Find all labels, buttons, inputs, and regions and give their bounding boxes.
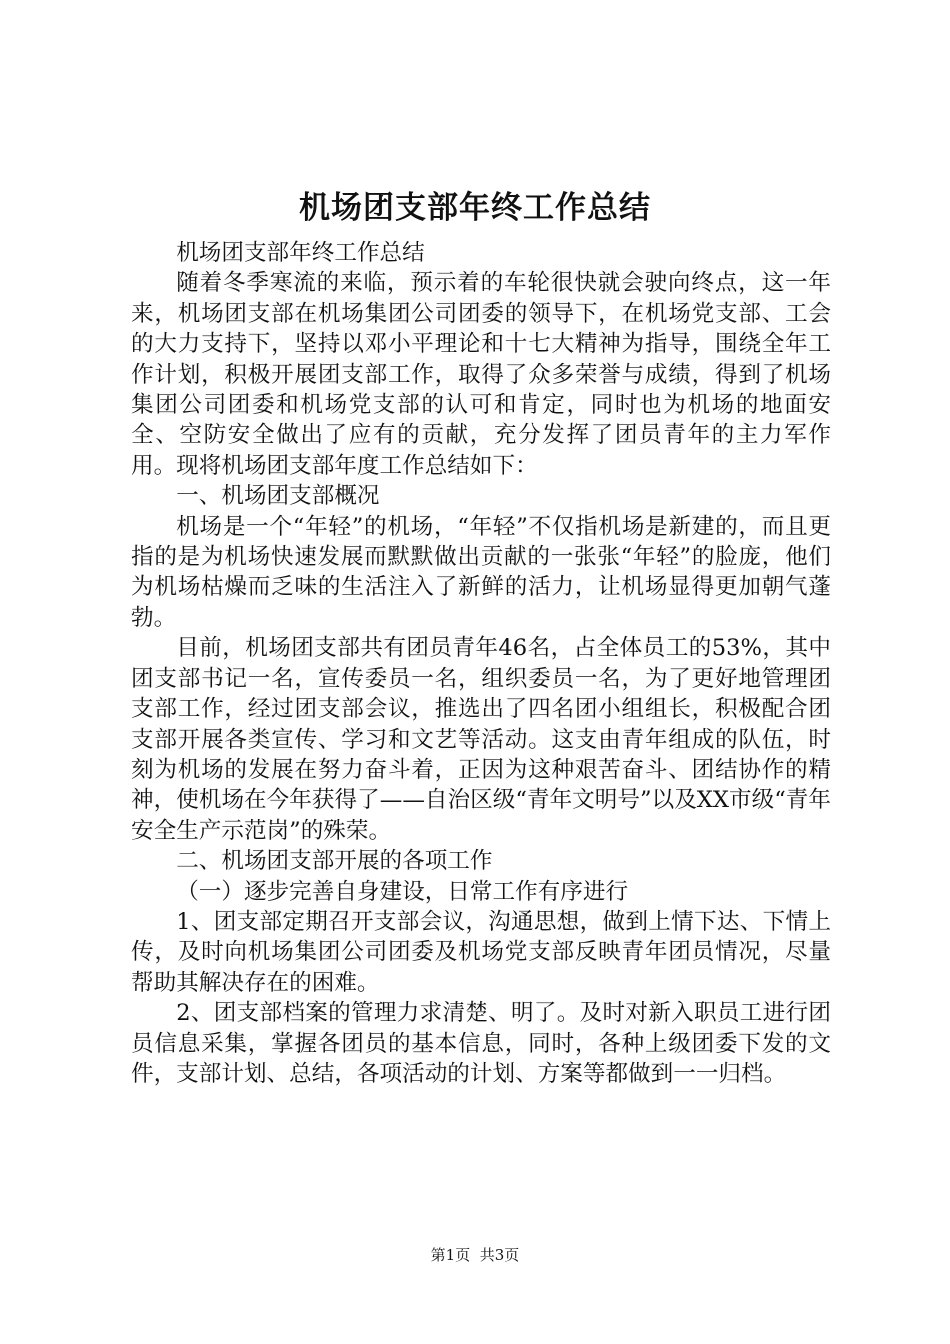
page-footer [0, 1245, 950, 1265]
paragraph-members: 目前，机场团支部共有团员青年46名，占全体员工的53%，其中团支部书记一名，宣传委员一名，组织委员一名，为了更好地管理团支部工作，经过团支部会议，推选出了四名团小组组长，积极配合团支部开展各类宣传、学习和文艺等活动。这支由青年组成的队伍，时刻为机场的发展在努力奋斗着，正因为这种艰苦奋斗、团结协作的精神，使机场在今年获得了——自治区级“青年文明号”以及XX市级“青年安全生产示范岗”的殊荣。 [131, 635, 831, 844]
page-number: 第1页 [430, 1246, 471, 1264]
page-total: 共3页 [479, 1246, 520, 1264]
paragraph-subtitle: 机场团支部年终工作总结 [176, 240, 425, 266]
document-title: 机场团支部年终工作总结 [299, 190, 651, 226]
section-heading-work: 二、机场团支部开展的各项工作 [176, 848, 493, 875]
subsection-heading-self-building: （一）逐步完善自身建设，日常工作有序进行 [176, 878, 629, 905]
paragraph-intro: 随着冬季寒流的来临，预示着的车轮很快就会驶向终点，这一年来，机场团支部在机场集团公司团委的领导下，在机场党支部、工会的大力支持下，坚持以邓小平理论和十七大精神为指导，围绕全年工作计划，积极开展团支部工作，取得了众多荣誉与成绩，得到了机场集团公司团委和机场党支部的认可和肯定，同时也为机场的地面安全、空防安全做出了应有的贡献，充分发挥了团员青年的主力军作用。现将机场团支部年度工作总结如下： [131, 270, 831, 479]
paragraph-item-2: 2、团支部档案的管理力求清楚、明了。及时对新入职员工进行团员信息采集，掌握各团员的基本信息，同时，各种上级团委下发的文件，支部计划、总结，各项活动的计划、方案等都做到一一归档。 [131, 1000, 831, 1087]
document-body [131, 238, 831, 1089]
section-heading-overview: 一、机场团支部概况 [176, 483, 380, 510]
paragraph-overview: 机场是一个“年轻”的机场，“年轻”不仅指机场是新建的，而且更指的是为机场快速发展而默默做出贡献的一张张“年轻”的脸庞，他们为机场枯燥而乏味的生活注入了新鲜的活力，让机场显得更加朝气蓬勃。 [131, 513, 831, 631]
paragraph-item-1: 1、团支部定期召开支部会议，沟通思想，做到上情下达、下情上传，及时向机场集团公司团委及机场党支部反映青年团员情况，尽量帮助其解决存在的困难。 [131, 908, 831, 996]
